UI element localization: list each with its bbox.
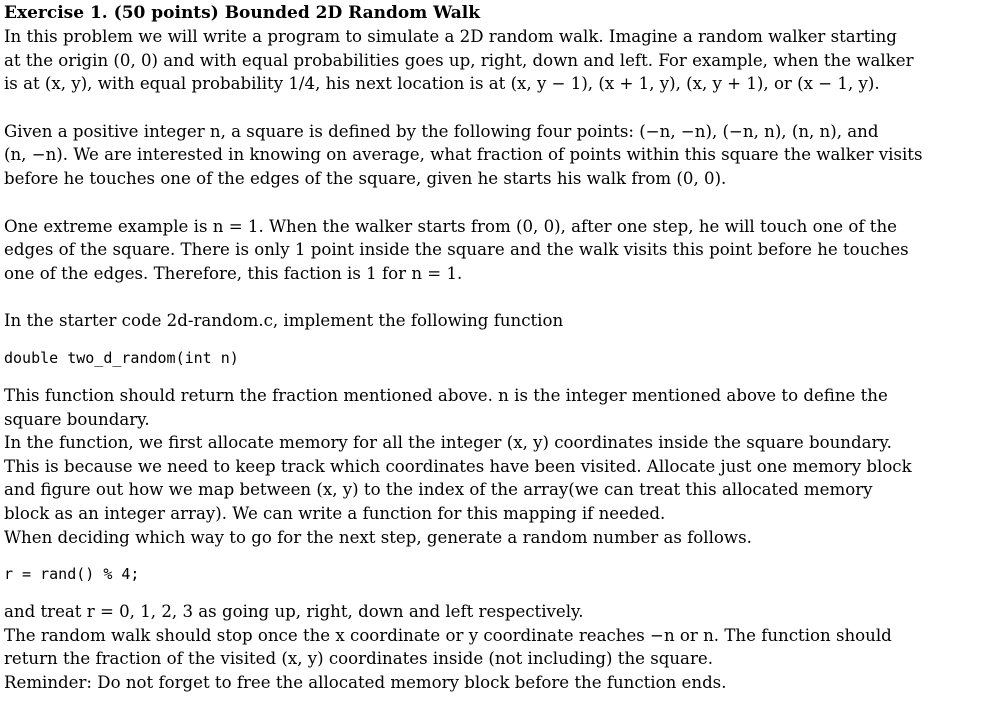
square-paragraph	[4, 120, 929, 191]
intro-line: at the origin (0, 0) and with equal probabilities goes up, right, down and left. For example, when the walker	[4, 50, 914, 70]
square-line: Given a positive integer n, a square is defined by the following four points: (−n, −n), (−n, n), (n, n), and	[4, 121, 879, 141]
details-line: This is because we need to keep track which coordinates have been visited. Allocate just one memory block	[4, 456, 912, 476]
details-line: block as an integer array). We can write a function for this mapping if needed.	[4, 503, 666, 523]
closing-line: return the fraction of the visited (x, y) coordinates inside (not including) the square.	[4, 649, 713, 669]
intro-paragraph	[4, 25, 929, 96]
exercise-title: Exercise 1. (50 points) Bounded 2D Random Walk	[4, 3, 481, 23]
square-line: before he touches one of the edges of the square, given he starts his walk from (0, 0).	[4, 168, 727, 188]
code-signature: double two_d_random(int n)	[4, 348, 239, 367]
closing-paragraph	[4, 600, 929, 694]
details-paragraph	[4, 384, 929, 549]
details-line: square boundary.	[4, 409, 150, 429]
intro-line: In this problem we will write a program to simulate a 2D random walk. Imagine a random walker starting	[4, 27, 897, 46]
starter-paragraph	[4, 309, 929, 333]
example-line: one of the edges. Therefore, this faction is 1 for n = 1.	[4, 263, 463, 283]
closing-line: The random walk should stop once the x coordinate or y coordinate reaches −n or n. The function should	[4, 625, 892, 645]
square-line: (n, −n). We are interested in knowing on average, what fraction of points within this square the walker visits	[4, 145, 923, 165]
example-line: edges of the square. There is only 1 point inside the square and the walk visits this point before he touches	[4, 240, 909, 260]
starter-line: In the starter code 2d-random.c, implement the following function	[4, 311, 564, 331]
details-line: When deciding which way to go for the next step, generate a random number as follows.	[4, 527, 752, 547]
details-line: In the function, we first allocate memory for all the integer (x, y) coordinates inside the square boundary.	[4, 433, 892, 453]
intro-line: is at (x, y), with equal probability 1/4, his next location is at (x, y − 1), (x + 1, y), (x, y + 1), or (x − 1, y).	[4, 74, 880, 94]
document-page	[0, 2, 986, 717]
closing-line: and treat r = 0, 1, 2, 3 as going up, right, down and left respectively.	[4, 602, 584, 622]
code-random: r = rand() % 4;	[4, 565, 140, 584]
example-line: One extreme example is n = 1. When the walker starts from (0, 0), after one step, he will touch one of the	[4, 216, 897, 236]
details-line: This function should return the fraction mentioned above. n is the integer mentioned above to define the	[4, 385, 888, 405]
example-paragraph	[4, 215, 929, 286]
closing-line: Reminder: Do not forget to free the allocated memory block before the function ends.	[4, 672, 727, 692]
details-line: and figure out how we map between (x, y) to the index of the array(we can treat this allocated memory	[4, 480, 873, 500]
